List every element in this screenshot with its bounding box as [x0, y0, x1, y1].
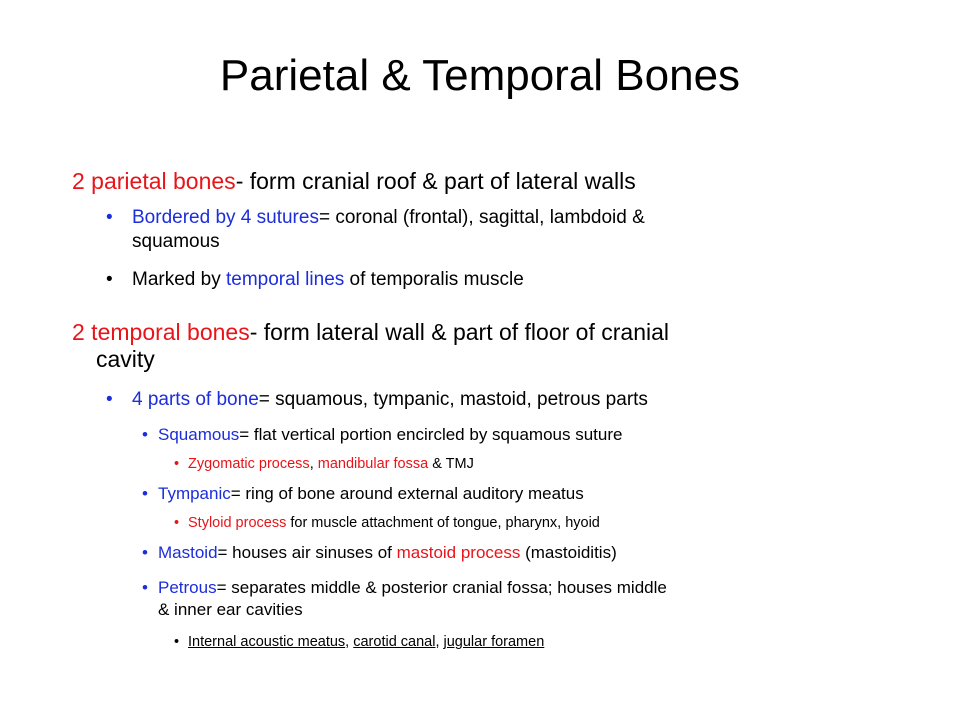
mandibular-fossa-term: mandibular fossa: [317, 456, 429, 472]
temporal-lines-term: temporal lines: [225, 269, 345, 290]
mastoid-bullet: [142, 542, 862, 564]
bullet-icon: •: [142, 484, 148, 503]
petrous-term: Petrous: [158, 578, 217, 597]
temporal-lines-prefix: Marked by: [132, 269, 226, 290]
sutures-bullet: [106, 206, 836, 254]
slide-title: Parietal & Temporal Bones: [219, 51, 741, 100]
bullet-icon: •: [142, 425, 148, 444]
parietal-description: - form cranial roof & part of lateral walls: [235, 168, 636, 194]
temporal-lines-suffix: of temporalis muscle: [344, 269, 524, 290]
squamous-term: Squamous: [158, 425, 240, 444]
tympanic-term: Tympanic: [158, 484, 231, 503]
bullet-icon: •: [142, 578, 148, 597]
four-parts-bullet: [106, 388, 836, 412]
bullet-icon: •: [142, 543, 148, 562]
bullet-icon: •: [174, 456, 180, 472]
bullet-icon: •: [174, 634, 180, 650]
mastoid-process-term: mastoid process: [396, 543, 521, 562]
separator: ,: [435, 634, 444, 650]
squamous-bullet: [142, 424, 862, 446]
squamous-description: = flat vertical portion encircled by squamous suture: [239, 425, 623, 444]
carotid-canal-term: carotid canal: [353, 634, 436, 650]
styloid-description: for muscle attachment of tongue, pharynx, hyoid: [286, 515, 600, 531]
parietal-term: 2 parietal bones: [72, 168, 236, 194]
petrous-continuation: & inner ear cavities: [158, 600, 303, 619]
sutures-continuation: squamous: [132, 231, 220, 252]
separator: ,: [309, 456, 318, 472]
tmj-suffix: & TMJ: [428, 456, 474, 472]
petrous-sub-bullet: [174, 632, 824, 652]
temporal-description: - form lateral wall & part of floor of cranial: [249, 319, 670, 345]
mastoid-description: = houses air sinuses of: [217, 543, 397, 562]
squamous-sub-bullet: [174, 454, 824, 474]
sutures-term: Bordered by 4 sutures: [132, 207, 319, 228]
bullet-icon: •: [106, 269, 113, 290]
four-parts-term: 4 parts of bone: [132, 389, 259, 410]
bullet-icon: •: [174, 515, 180, 531]
zygomatic-process-term: Zygomatic process: [188, 456, 310, 472]
temporal-lines-bullet: [106, 268, 836, 292]
sutures-description: = coronal (frontal), sagittal, lambdoid &: [318, 207, 645, 228]
temporal-continuation: cavity: [96, 346, 155, 372]
separator: ,: [345, 634, 354, 650]
four-parts-description: = squamous, tympanic, mastoid, petrous parts: [258, 389, 648, 410]
tympanic-description: = ring of bone around external auditory meatus: [230, 484, 584, 503]
tympanic-bullet: [142, 483, 862, 505]
jugular-foramen-term: jugular foramen: [443, 634, 545, 650]
tympanic-sub-bullet: [174, 513, 824, 533]
bullet-icon: •: [106, 207, 113, 228]
internal-acoustic-meatus-term: Internal acoustic meatus: [188, 634, 346, 650]
mastoid-term: Mastoid: [158, 543, 218, 562]
mastoid-suffix: (mastoiditis): [520, 543, 617, 562]
temporal-term: 2 temporal bones: [72, 319, 250, 345]
temporal-bones-heading: [72, 319, 892, 373]
bullet-icon: •: [106, 389, 113, 410]
parietal-bones-heading: [72, 168, 892, 195]
styloid-process-term: Styloid process: [188, 515, 287, 531]
petrous-bullet: [142, 577, 862, 621]
petrous-description: = separates middle & posterior cranial fossa; houses middle: [216, 578, 667, 597]
